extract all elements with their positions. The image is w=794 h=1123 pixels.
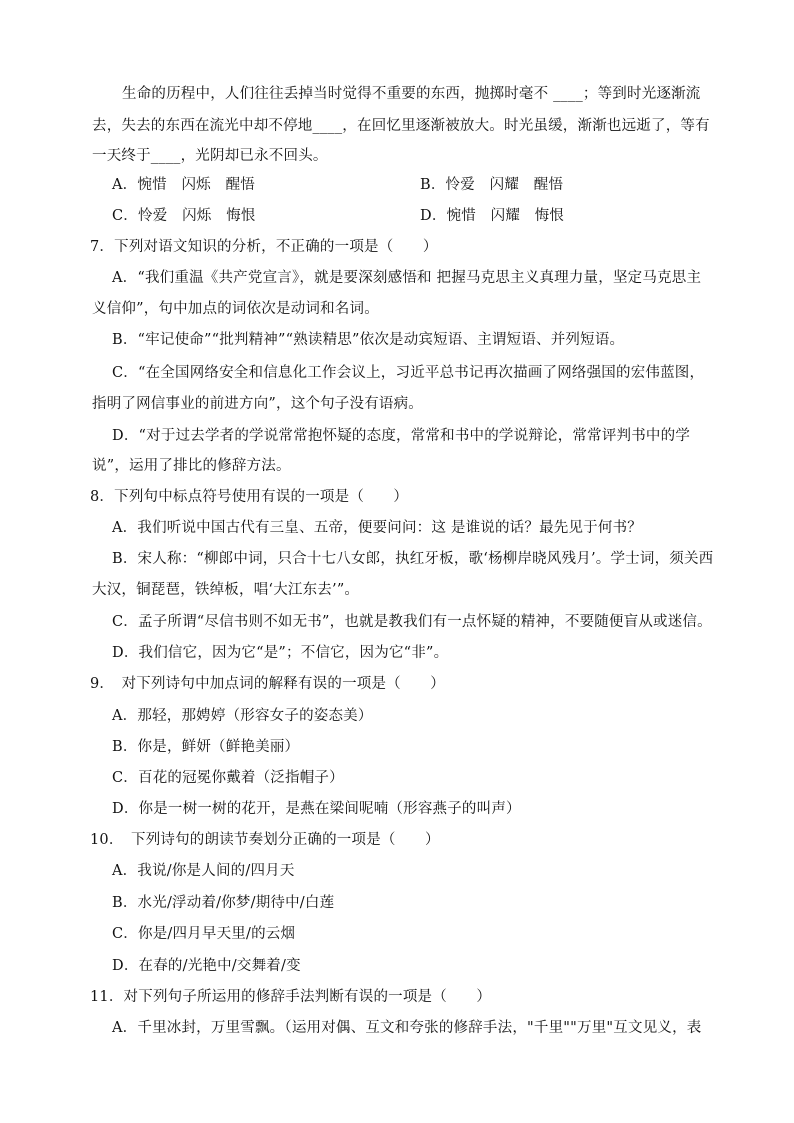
q8-option-b-line1[interactable]: B．宋人称：“柳郎中词，只合十七八女郎，执红牙板，歌‘杨柳岸晓风残月’。学士词，须关西 [112,551,714,567]
q10-option-a[interactable]: A．我说/你是人间的/四月天 [112,863,295,879]
passage-line-1: 生命的历程中，人们往往丢掉当时觉得不重要的东西，抛掷时毫不 ____；等到时光逐渐流 [122,86,701,102]
q8-stem: 8．下列句中标点符号使用有误的一项是（ ） [90,489,409,505]
q11-option-a-line1[interactable]: A．千里冰封，万里雪飘。（运用对偶、互文和夸张的修辞手法，"千里""万里"互文见义，表 [112,1020,702,1036]
q8-option-c[interactable]: C．孟子所谓“尽信书则不如无书”，也就是教我们有一点怀疑的精神，不要随便盲从或迷信。 [112,614,712,630]
q7-stem: 7．下列对语文知识的分析，不正确的一项是（ ） [90,239,438,255]
q7-option-a-line1[interactable]: A．“我们重温《共产党宣言》，就是要深刻感悟和 把握马克思主义真理力量，坚定马克思主 [112,270,702,286]
q10-option-c[interactable]: C．你是/四月早天里/的云烟 [112,926,296,942]
q6-option-d[interactable]: D．惋惜 闪耀 悔恨 [420,208,565,224]
q9-option-c[interactable]: C．百花的冠冕你戴着（泛指帽子） [112,770,344,786]
q9-option-a[interactable]: A．那轻，那娉婷（形容女子的姿态美） [112,708,373,724]
q6-option-a[interactable]: A．惋惜 闪烁 醒悟 [112,177,255,193]
q7-option-d-line1[interactable]: D．“对于过去学者的学说常常抱怀疑的态度，常常和书中的学说辩论，常常评判书中的学 [112,428,691,444]
passage-line-3: 一天终于____，光阴却已永不回头。 [92,148,328,164]
q9-option-b[interactable]: B．你是，鲜妍（鲜艳美丽） [112,739,300,755]
q7-option-d-line2: 说”，运用了排比的修辞方法。 [92,458,291,474]
q8-option-d[interactable]: D．我们信它，因为它“是”；不信它，因为它“非”。 [112,645,449,661]
q6-option-c[interactable]: C．怜爱 闪烁 悔恨 [112,208,256,224]
q7-option-a-line2: 义信仰”，句中加点的词依次是动词和名词。 [92,301,379,317]
passage-line-2: 去，失去的东西在流光中却不停地____，在回忆里逐渐被放大。时光虽缓，渐渐也远逝了，等有 [92,118,710,134]
q7-option-c-line2: 指明了网信事业的前进方向”，这个句子没有语病。 [92,396,424,412]
q8-option-b-line2: 大汉，铜琵琶，铁绰板，唱‘大江东去’”。 [92,582,360,598]
q10-option-d[interactable]: D．在春的/光艳中/交舞着/变 [112,958,301,974]
q7-option-b[interactable]: B．“牢记使命”“批判精神”“熟读精思”依次是动宾短语、主谓短语、并列短语。 [112,332,625,348]
q11-stem: 11．对下列句子所运用的修辞手法判断有误的一项是（ ） [90,989,492,1005]
q9-option-d[interactable]: D．你是一树一树的花开，是燕在梁间呢喃（形容燕子的叫声） [112,801,521,817]
q10-option-b[interactable]: B．水光/浮动着/你梦/期待中/白莲 [112,895,335,911]
q7-option-c-line1[interactable]: C．“在全国网络安全和信息化工作会议上，习近平总书记再次描画了网络强国的宏伟蓝图， [112,365,705,381]
q9-stem: 9． 对下列诗句中加点词的解释有误的一项是（ ） [90,676,445,692]
q6-option-b[interactable]: B．怜爱 闪耀 醒悟 [420,177,564,193]
q10-stem: 10． 下列诗句的朗读节奏划分正确的一项是（ ） [90,832,440,848]
q8-option-a[interactable]: A．我们听说中国古代有三皇、五帝，便要问问：这 是谁说的话？最先见于何书？ [112,520,642,536]
